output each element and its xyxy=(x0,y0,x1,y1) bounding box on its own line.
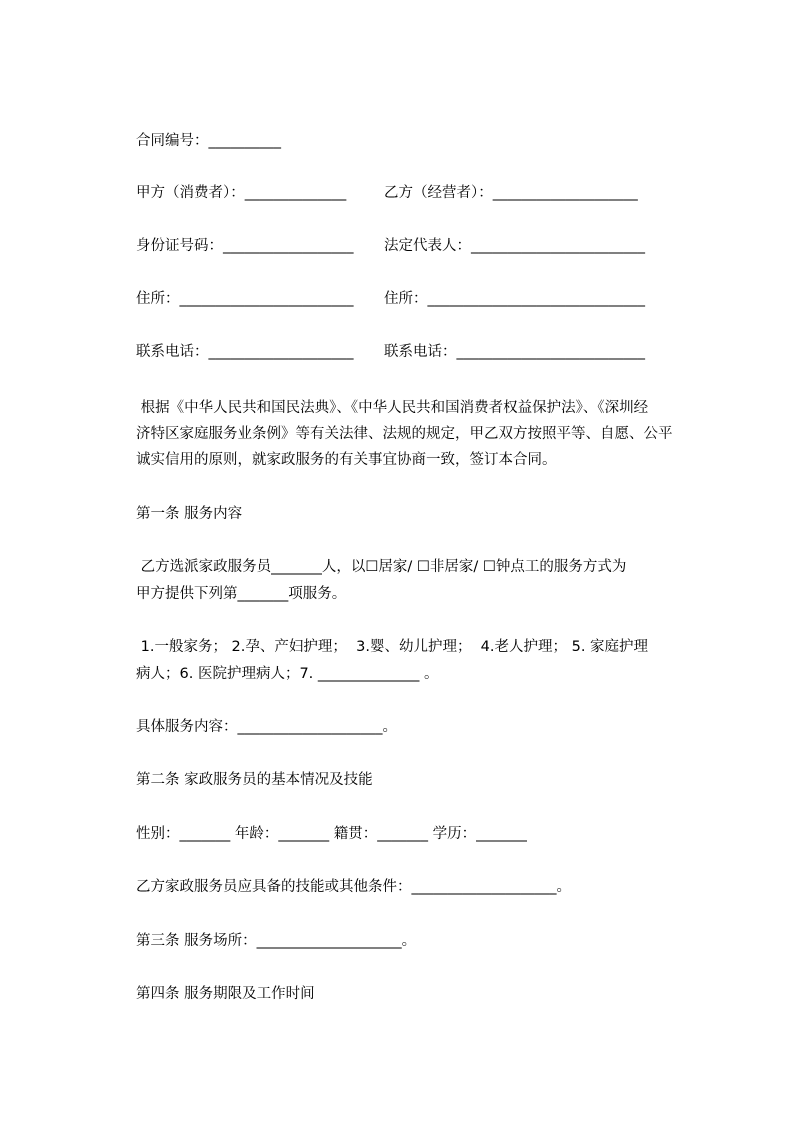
phone-b-line: 联系电话：__________________________ xyxy=(384,344,645,360)
id-number-line: 身份证号码：__________________ xyxy=(136,238,354,254)
article-1-paragraph-line-1: 乙方选派家政服务员_______人，以☐居家/ ☐非居家/ ☐钟点工的服务方式为 xyxy=(136,559,627,575)
preamble-line-3: 诚实信用的原则，就家政服务的有关事宜协商一致，签订本合同。 xyxy=(136,452,557,468)
article-1-title: 第一条 服务内容 xyxy=(136,506,243,522)
article-1-list-line-1: 1.一般家务； 2.孕、产妇护理； 3.婴、幼儿护理； 4.老人护理； 5. 家庭护理 xyxy=(136,639,649,655)
legal-representative-line: 法定代表人：________________________ xyxy=(384,238,645,254)
preamble-line-1: 根据《中华人民共和国民法典》、《中华人民共和国消费者权益保护法》、《深圳经 xyxy=(136,400,649,416)
party-b-line: 乙方（经营者）：____________________ xyxy=(384,185,638,201)
preamble-line-2: 济特区家庭服务业条例》等有关法律、法规的规定，甲乙双方按照平等、自愿、公平 xyxy=(136,426,673,442)
article-4-title: 第四条 服务期限及工作时间 xyxy=(136,986,315,1002)
article-2-info: 性别：_______ 年龄：_______ 籍贯：_______ 学历：_______ xyxy=(136,826,527,842)
article-2-skills: 乙方家政服务员应具备的技能或其他条件：____________________。 xyxy=(136,879,571,895)
phone-a-line: 联系电话：____________________ xyxy=(136,344,354,360)
article-1-detail: 具体服务内容：____________________。 xyxy=(136,719,397,735)
contract-number-line: 合同编号：__________ xyxy=(136,133,281,149)
article-3: 第三条 服务场所：____________________。 xyxy=(136,933,417,949)
article-1-list-line-2: 病人；6. 医院护理病人；7. ______________ 。 xyxy=(136,666,439,682)
address-a-line: 住所：________________________ xyxy=(136,291,354,307)
article-1-paragraph-line-2: 甲方提供下列第_______项服务。 xyxy=(136,586,347,602)
article-2-title: 第二条 家政服务员的基本情况及技能 xyxy=(136,772,373,788)
address-b-line: 住所：______________________________ xyxy=(384,291,645,307)
party-a-line: 甲方（消费者）：______________ xyxy=(136,185,347,201)
